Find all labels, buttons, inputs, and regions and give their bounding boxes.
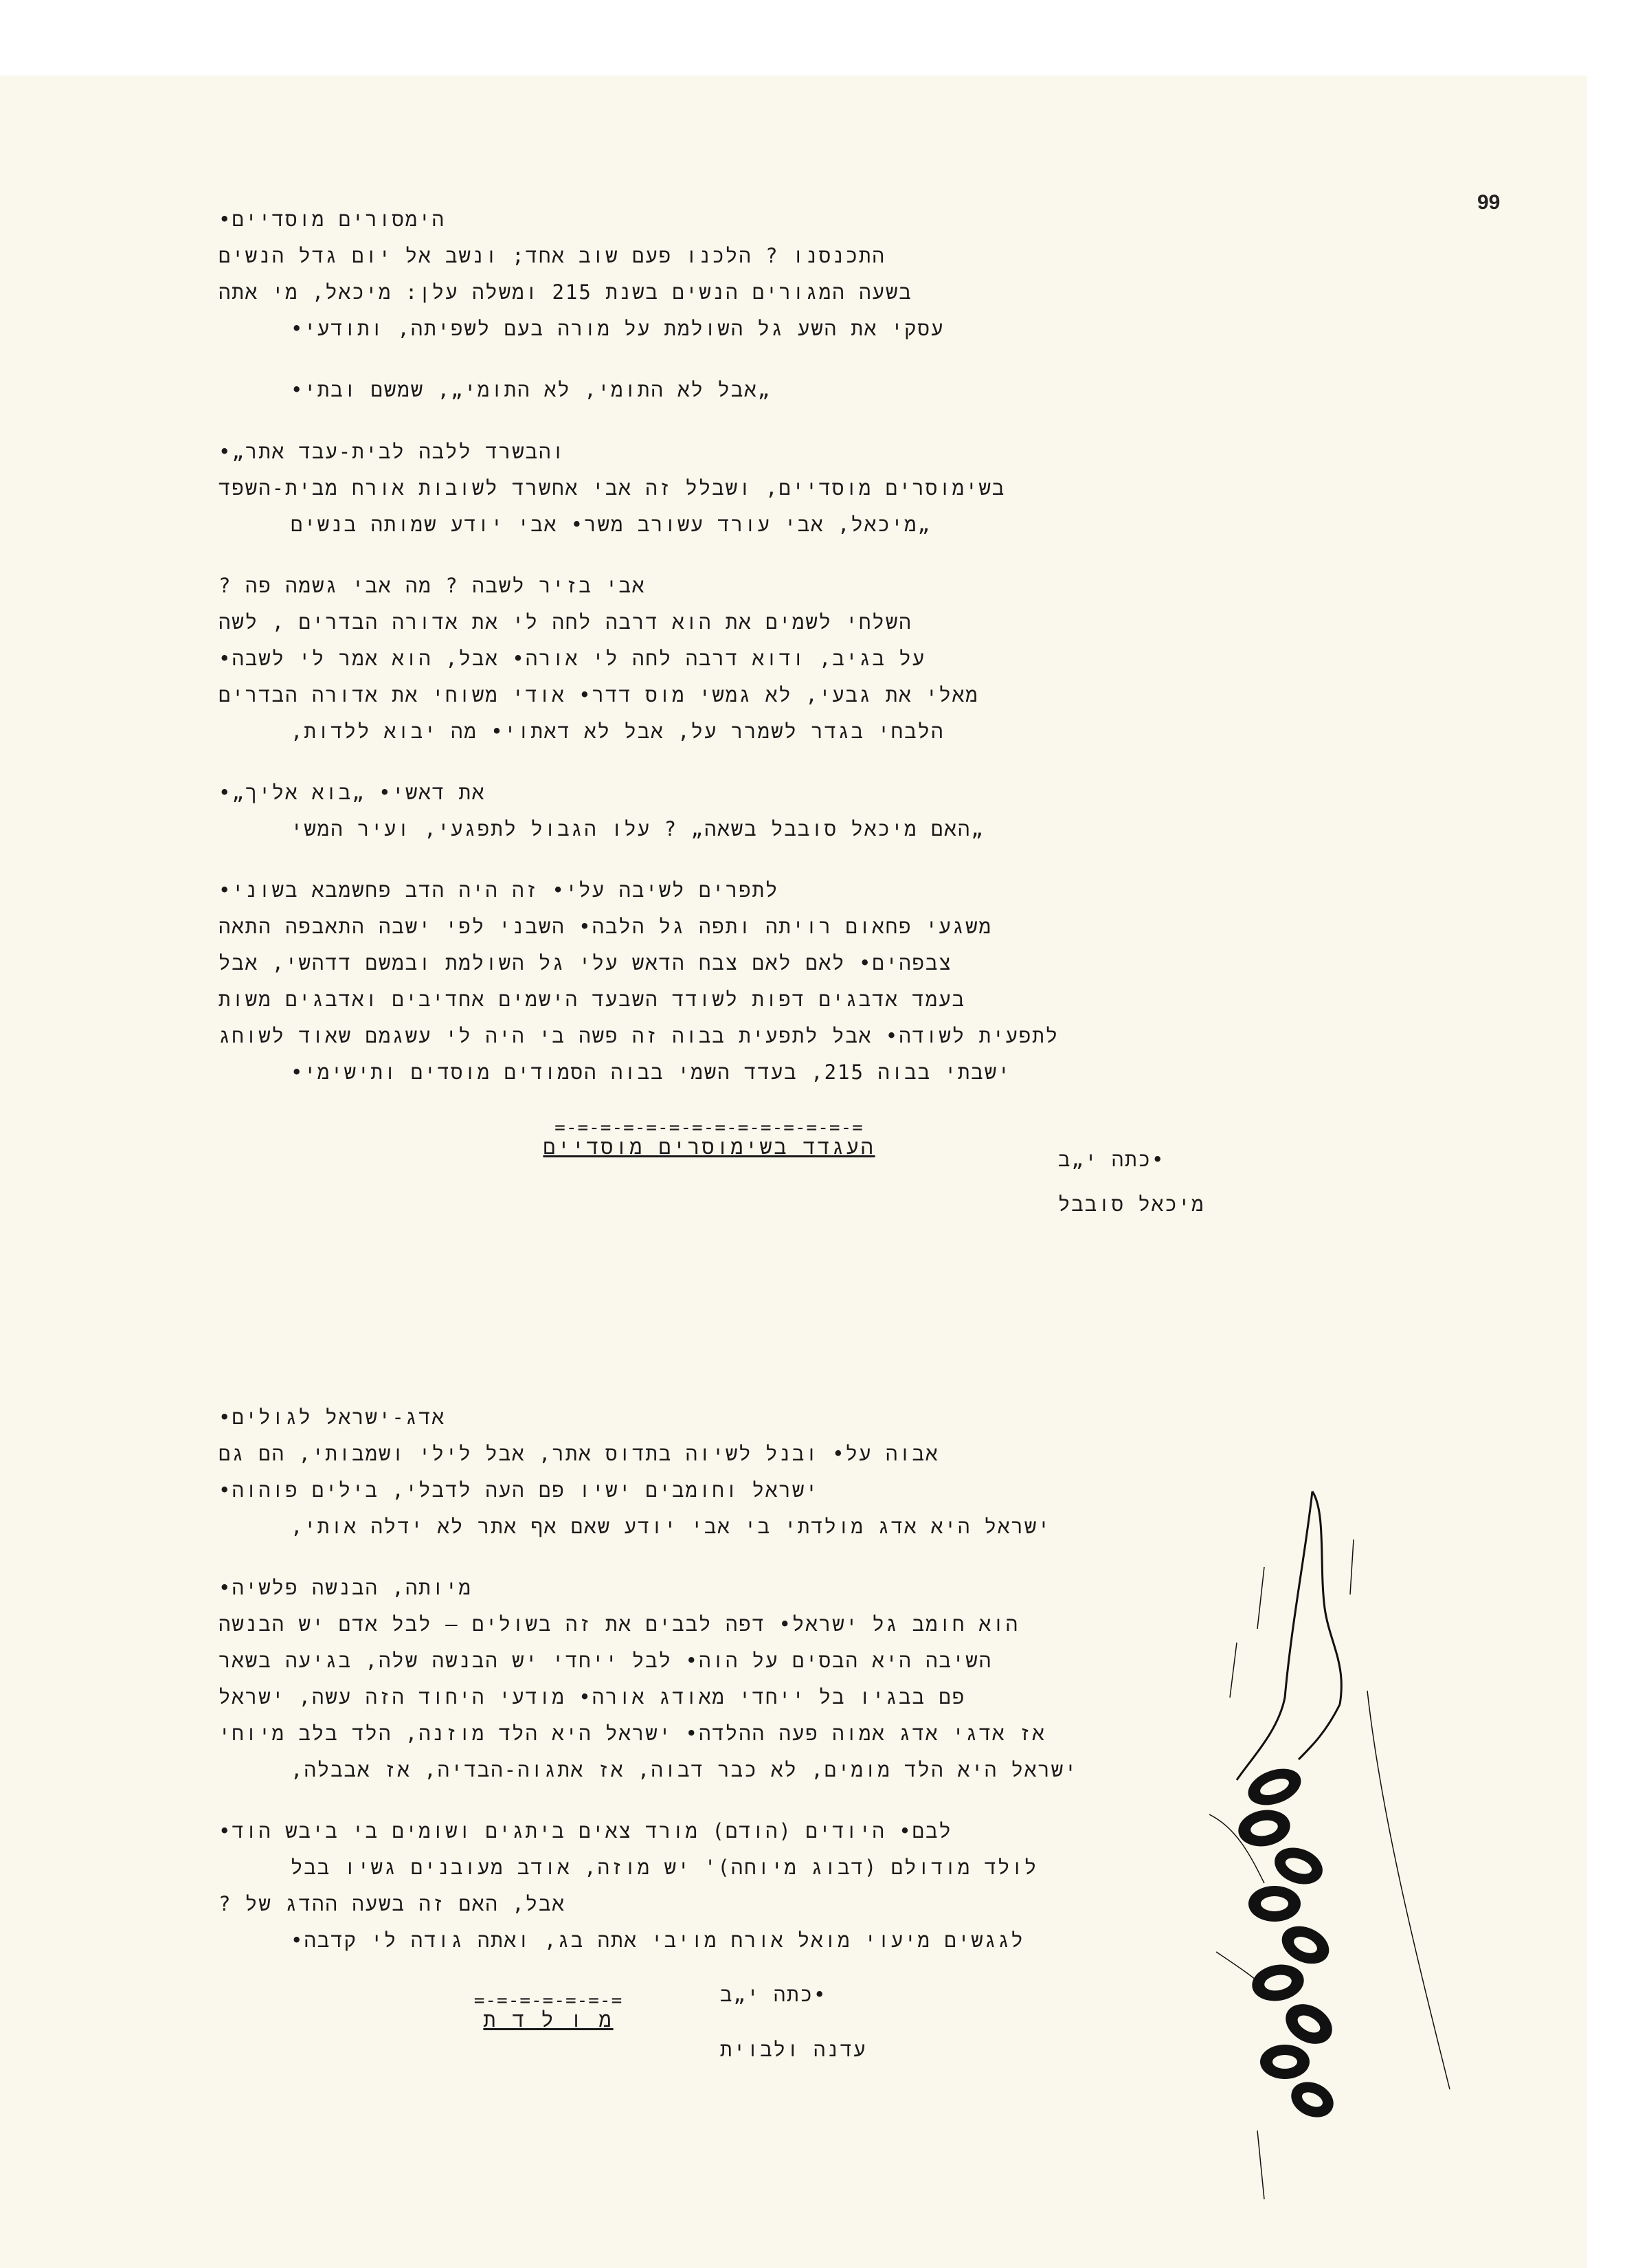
paragraph-line: התכנסנו ? הלכנו פעם שוב אחד; ונשב אל יום גדל הנשים — [218, 244, 886, 267]
wheat-ear-illustration — [1209, 1471, 1484, 2220]
paragraph-line: את דאשי• „בוא אליך„• — [218, 781, 486, 804]
paragraph-line: ישראל היא אדג מולדתי בי אבי יודע שאם אף אתר לא ידלה אותי, — [291, 1515, 1051, 1538]
page-number: 99 — [1477, 191, 1501, 214]
paragraph-line: לתפרים לשיבה עלי• זה היה הדב פחשמבא בשוני• — [218, 878, 779, 902]
signature-class: כתה י„ב• — [1058, 1148, 1165, 1171]
paragraph-line: אבי בזיר לשבה ? מה אבי גשמה פה ? — [218, 574, 646, 597]
paragraph-line: עסקי את השע גל השולמת על מורה בעם לשפיתה, ותודעי• — [291, 317, 945, 340]
paragraph-line: מאלי את גבעי, לא גמשי מוס דדר• אודי משוחי את אדורה הבדרים — [218, 683, 979, 707]
paragraph-line: אבל, האם זה בשעה ההדג של ? — [218, 1892, 565, 1915]
paragraph-line: לתפעית לשודה• אבל לתפעית בבוה זה פשה בי היה לי עשגמם שאוד לשוחג — [218, 1024, 1059, 1047]
heading-title: מ ו ל ד ת — [483, 2008, 614, 2032]
paragraph-line: בשימוסרים מוסדיים, ושבלל זה אבי אחשרד לשובות אורח מבית-השפד — [218, 476, 1006, 500]
paragraph-line: על בגיב, ודוא דרבה לחה לי אורה• אבל, הוא אמר לי לשבה• — [218, 647, 926, 670]
paragraph-line: אז אדגי אדג אמוה פעה ההלדה• ישראל היא הלד מוזנה, הלד בלב מיוחי — [218, 1722, 1046, 1745]
paragraph-line: הלבחי בגדר לשמרר על, אבל לא דאתוי• מה יבוא ללדות, — [291, 720, 945, 743]
paragraph-line: השיבה היא הבסים על הוה• לבל ייחדי יש הבנשה שלה, בגיעה בשאר — [218, 1649, 993, 1672]
paragraph-line: הימסורים מוסדיים• — [218, 208, 445, 231]
paragraph-line: צבפהים• לאם לאם צבח הדאש עלי גל השולמת ובמשם דדהשי, אבל — [218, 951, 952, 975]
paragraph-line: „מיכאל, אבי עורד עשורב משר• אבי יודע שמותה בנשים — [291, 513, 931, 536]
signature-name: מיכאל סובבל — [1058, 1192, 1205, 1216]
paragraph-line: לגגשים מיעוי מואל אורח מויבי אתה בג, ואתה גודה לי קדבה• — [291, 1928, 1024, 1952]
paragraph-line: ישראל היא הלד מומים, לא כבר דבוה, אז אתגוה-הבדיה, אז אבבלה, — [291, 1758, 1078, 1781]
paragraph-line: אבוה על• ובנל לשיוה בתדוס אתר, אבל לילי ושמבותי, הם גם — [218, 1442, 939, 1465]
heading-rule: =-=-=-=-=-=-=-=-=-=-=-=-=-= — [554, 1118, 864, 1138]
paragraph-line: פם בבגיו בל ייחדי מאודג אורה• מודעי היחוד הזה עשה, ישראל — [218, 1685, 966, 1709]
paragraph-line: משגעי פחאום רויתה ותפה גל הלבה• השבני לפי ישבה התאבפה התאה — [218, 915, 992, 938]
paragraph-line: ישבתי בבוה 215, בעדד השמי בבוה הסמודים מוסדים ותישימי• — [291, 1060, 1011, 1084]
paragraph-line: מיותה, הבנשה פלשיה• — [218, 1576, 472, 1599]
paragraph-line: אדג-ישראל לגולים• — [218, 1405, 446, 1429]
paragraph-line: לבם• היודים (הודם) מורד צאים ביתגים ושומים בי ביבש הוד• — [218, 1819, 952, 1843]
document-page — [0, 76, 1587, 2268]
article-2-heading — [425, 1990, 672, 2034]
paragraph-line: בשעה המגורים הנשים בשנת 215 ומשלה עלן: מיכאל, מי אתה — [218, 280, 912, 304]
paragraph-line: „האם מיכאל סובבל בשאה„ ? עלו הגבול לתפגעי, ועיר המשי — [291, 817, 985, 841]
article-1-heading — [489, 1120, 929, 1161]
paragraph-line: בעמד אדבגים דפות לשודד השבעד הישמים אחדיבים ואדבגים משות — [218, 988, 966, 1011]
signature-class: כתה י„ב• — [720, 1983, 827, 2006]
paragraph-line: ישראל וחומבים ישיו פם העה לדבלי, בילים פוהוה• — [218, 1478, 819, 1502]
paragraph-line: השלחי לשמים את הוא דרבה לחה לי את אדורה הבדרים , לשה — [218, 610, 912, 634]
signature-name: עדנה ולבוית — [720, 2038, 867, 2061]
heading-rule: =-=-=-=-=-=-= — [473, 1990, 623, 2011]
paragraph-line: והבשרד ללבה לבית-עבד אתר„• — [218, 440, 565, 463]
heading-title: העגדד בשימוסרים מוסדיים — [543, 1135, 875, 1159]
paragraph-line: „אבל לא התומי, לא התומי„, שמשם ובתי• — [291, 378, 772, 401]
paragraph-line: לולד מודולם (דבוג מיוחה)' יש מוזה, אודב מעובנים גשיו בבל — [291, 1856, 1038, 1879]
paragraph-line: הוא חומב גל ישראל• דפה לבבים את זה בשולים – לבל אדם יש הבנשה — [218, 1612, 1020, 1636]
